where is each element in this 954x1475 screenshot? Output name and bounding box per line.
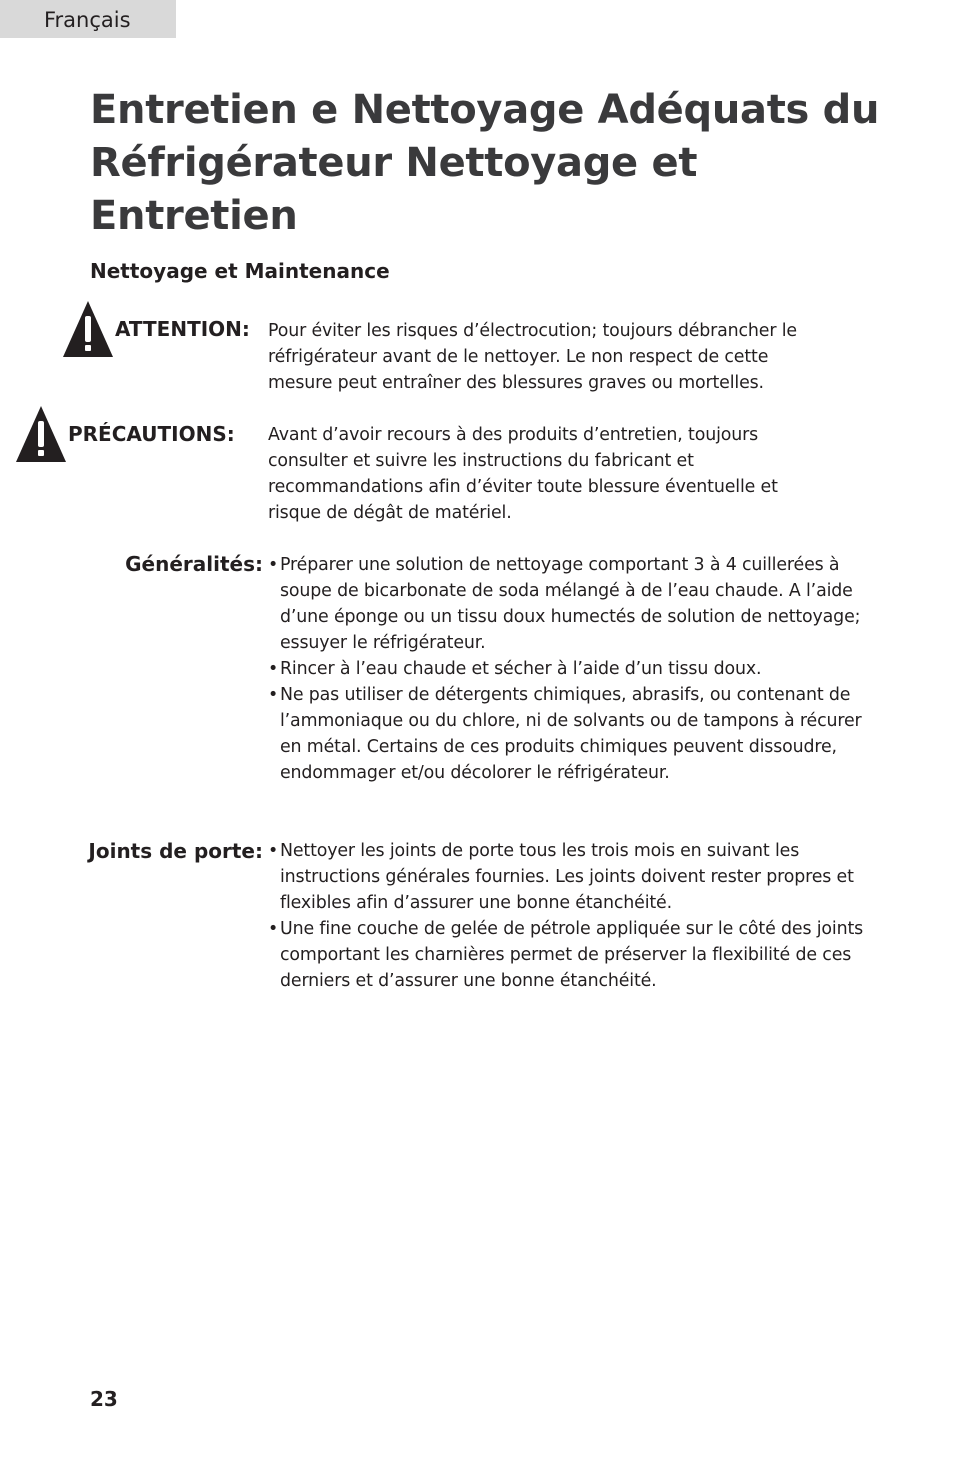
- list-item-text: Préparer une solution de nettoyage comportant 3 à 4 cuillerées à soupe de bicarbonate de soda mélangé à de l’eau chaude. A l’aide d’une éponge ou un tissu doux humectés de solution de nettoyage; essuyer le réfrigérateur.: [280, 555, 861, 653]
- list-item: [268, 838, 868, 916]
- attention-label: ATTENTION:: [115, 317, 250, 341]
- list-item-text: Une fine couche de gelée de pétrole appliquée sur le côté des joints comportant les charnières permet de préserver la flexibilité de ces derniers et d’assurer une bonne étanchéité.: [280, 919, 864, 991]
- list-item: [268, 682, 868, 786]
- bullet-dot: •: [268, 919, 279, 939]
- language-tab: [0, 0, 176, 38]
- list-item-text: Ne pas utiliser de détergents chimiques, abrasifs, ou contenant de l’ammoniaque ou du chlore, ni de solvants ou de tampons à récurer en métal. Certains de ces produits chimiques peuvent dissoudre, endommager et/ou décolorer le réfrigérateur.: [280, 685, 862, 783]
- list-item: [268, 552, 868, 656]
- precautions-label: PRÉCAUTIONS:: [68, 422, 235, 446]
- language-tab-label: Français: [44, 8, 131, 32]
- joints-label: Joints de porte:: [88, 839, 263, 863]
- bullet-dot: •: [268, 841, 279, 861]
- page-title: Entretien e Nettoyage Adéquats du Réfrigérateur Nettoyage et Entretien: [90, 87, 880, 239]
- bullet-dot: •: [268, 659, 279, 679]
- joints-list: [268, 838, 868, 994]
- generalites-label: Généralités:: [125, 552, 263, 576]
- list-item-text: Rincer à l’eau chaude et sécher à l’aide d’un tissu doux.: [280, 659, 762, 679]
- warning-triangle-icon: [62, 300, 114, 358]
- generalites-list: [268, 552, 868, 786]
- page-number: 23: [90, 1387, 118, 1411]
- warning-triangle-icon: [15, 405, 67, 463]
- section-heading: Nettoyage et Maintenance: [90, 259, 390, 283]
- list-item: [268, 916, 868, 994]
- bullet-dot: •: [268, 685, 279, 705]
- precautions-text: Avant d’avoir recours à des produits d’entretien, toujours consulter et suivre les instructions du fabricant et recommandations afin d’éviter toute blessure éventuelle et risque de dégât de matériel.: [268, 425, 778, 523]
- attention-text: Pour éviter les risques d’électrocution; toujours débrancher le réfrigérateur avant de le nettoyer. Le non respect de cette mesure peut entraîner des blessures graves ou mortelles.: [268, 321, 797, 393]
- list-item-text: Nettoyer les joints de porte tous les trois mois en suivant les instructions générales fournies. Les joints doivent rester propres et flexibles afin d’assurer une bonne étanchéité.: [280, 841, 854, 913]
- list-item: [268, 656, 868, 682]
- bullet-dot: •: [268, 555, 279, 575]
